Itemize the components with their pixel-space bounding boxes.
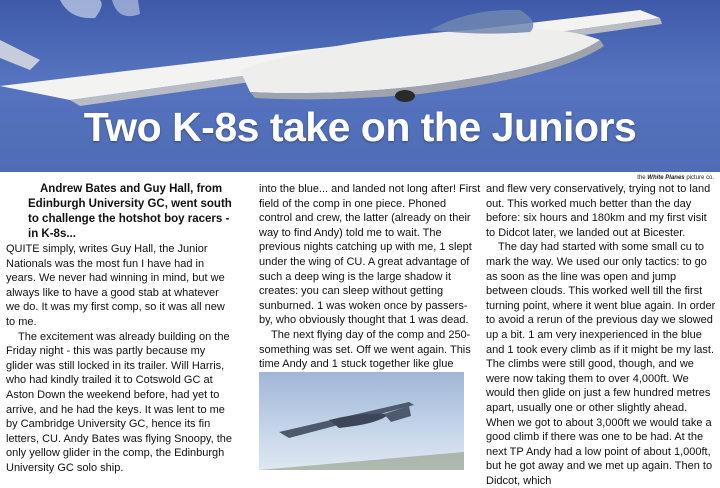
photo-credit-suffix: picture co. (686, 175, 714, 181)
photo-credit: the White Planes picture co. (637, 175, 714, 181)
header-photo (0, 0, 720, 172)
paragraph: into the blue... and landed not long after! First field of the comp in one piece. Phoned control and crew, the latter (already on their way to find Andy) told me to wait. The previous nights catching up with me, 1 slept under the wing of CU. A great advantage of such a deep wing is the large shadow it creates: you can sleep without getting sunburned. 1 was woken once by passers-by, who obviously thought that 1 was dead. (259, 183, 481, 327)
column-2 (259, 182, 481, 372)
glider-photo-illustration (259, 372, 464, 470)
headline: Two K-8s take on the Juniors (83, 104, 637, 150)
paragraph: and flew very conservatively, trying not to land out. This worked much better than the day before: six hours and 180km and my first visit to Didcot later, we landed out at Bicester. (486, 183, 711, 239)
paragraph: The excitement was already building on the Friday night - this was partly because my glider was still locked in its trailer. Will Harris, who had kindly trailed it to Cotswold GC at Aston Down the weekend before, had yet to arrive, and he had the keys. It was lent to me by Cambridge University GC, hence its fin letters, CU. Andy Bates was flying Snoopy, the only yellow glider in the comp, the Edinburgh University GC solo ship. (6, 330, 233, 474)
photo-credit-name: White Planes (647, 175, 685, 181)
paragraph: The next flying day of the comp and 250-something was set. Off we went again. This time Andy and 1 stuck together like glue (259, 328, 471, 371)
paragraph: QUITE simply, writes Guy Hall, the Junior Nationals was the most fun I have had in years. We never had winning in mind, but we always like to have a good stab at whatever we do. It was my first comp, so it was all new to me. (6, 243, 225, 328)
paragraph: The day had started with some small cu to mark the way. We used our only tactics: to go as soon as the line was open and jump between clouds. This worked well till the first turning point, where it went blue again. In order to avoid a rerun of the previous day we slowed up a bit. 1 am very inexperienced in the blue and 1 took every climb as if it might be my last. The climbs were still good, though, and we were now taking them to over 4,000ft. We would then glide on just a few hundred metres apart, usually one or other slightly ahead. When we got to about 3,000ft we would take a good climb if there was one to be had. At the next TP Andy had a low point of about 1,000ft, but he got away and we met up again. Then to Didcot, which (486, 241, 716, 487)
glider-photo (259, 372, 464, 470)
column-3 (486, 182, 716, 488)
intro-standfirst: Andrew Bates and Guy Hall, from Edinburgh University GC, went south to challenge the hotshot boy racers - in K-8s... (28, 183, 232, 240)
column-1 (6, 182, 234, 476)
